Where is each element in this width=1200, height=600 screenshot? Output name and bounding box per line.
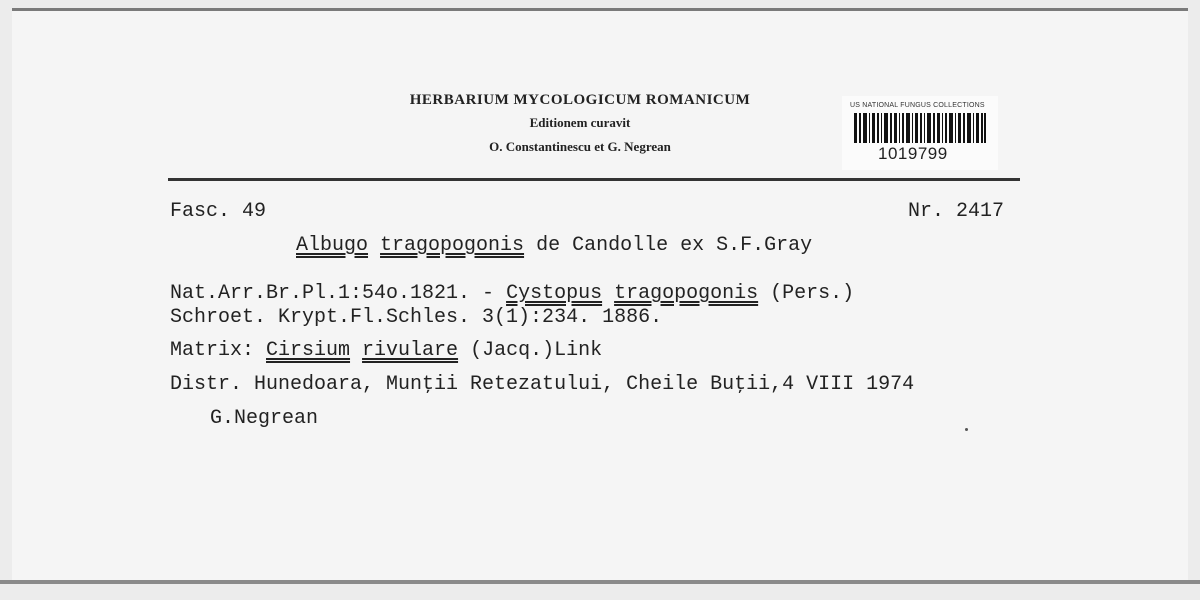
matrix-line	[170, 339, 602, 362]
label-header	[270, 90, 890, 158]
host-genus: Cirsium	[266, 339, 351, 362]
exsiccata-number: Nr. 2417	[908, 200, 1005, 223]
species-name	[296, 234, 812, 257]
header-editors: O. Constantinescu et G. Negrean	[489, 139, 671, 154]
sheet-edge	[0, 580, 1200, 584]
herbarium-title: HERBARIUM MYCOLOGICUM ROMANICUM	[409, 92, 751, 108]
barcode-icon	[854, 113, 986, 143]
collector-name: G.Negrean	[210, 407, 319, 430]
citation-line-2: Schroet. Krypt.Fl.Schles. 3(1):234. 1886.	[170, 306, 663, 329]
citation-line-1	[170, 282, 854, 305]
distribution-line: Distr. Hunedoara, Munţii Retezatului, Cheile Buţii,4 VIII 1974	[170, 373, 915, 396]
species-genus: Albugo	[296, 234, 369, 257]
synonym-authority: (Pers.)	[770, 282, 855, 305]
synonym-genus: Cystopus	[506, 282, 603, 305]
paper-speck	[965, 428, 968, 431]
header-divider	[168, 178, 1020, 181]
header-subtitle: Editionem curavit	[529, 115, 631, 130]
barcode-sticker	[842, 96, 998, 170]
synonym-epithet: tragopogonis	[614, 282, 759, 305]
barcode-caption: US NATIONAL FUNGUS COLLECTIONS	[850, 102, 985, 109]
matrix-prefix: Matrix:	[170, 339, 267, 362]
species-epithet: tragopogonis	[380, 234, 525, 257]
species-authority: de Candolle ex S.F.Gray	[536, 234, 813, 257]
fascicle-number: Fasc. 49	[170, 200, 267, 223]
citation-prefix: Nat.Arr.Br.Pl.1:54o.1821. -	[170, 282, 507, 305]
host-epithet: rivulare	[362, 339, 459, 362]
host-authority: (Jacq.)Link	[470, 339, 603, 362]
barcode-number: 1019799	[878, 144, 948, 163]
